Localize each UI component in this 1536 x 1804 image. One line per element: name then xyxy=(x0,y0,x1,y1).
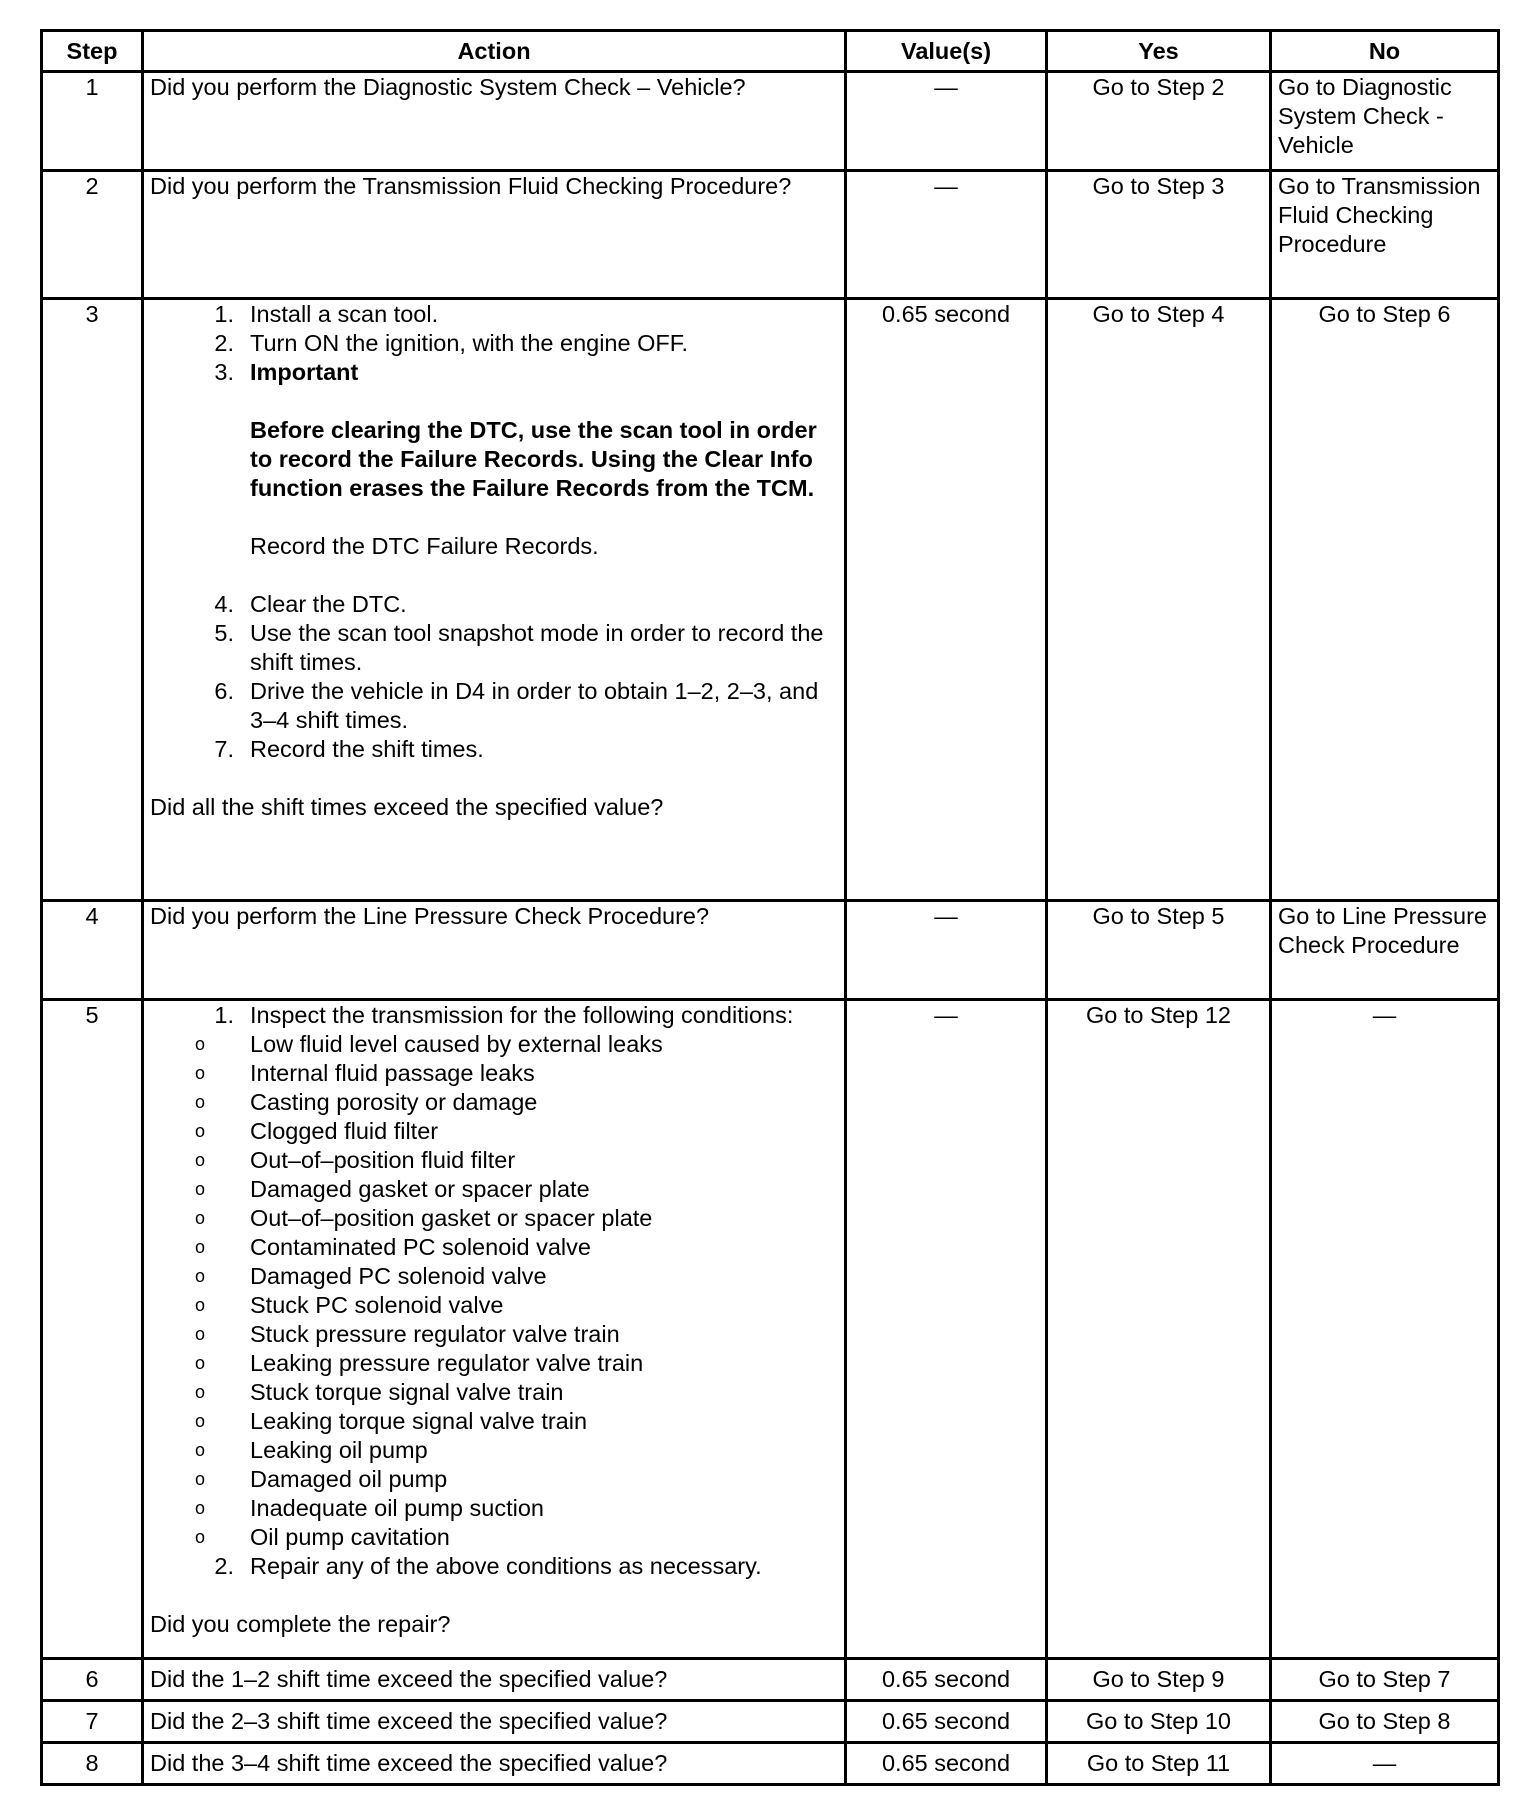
condition-list xyxy=(150,1030,838,1552)
step-number: 3 xyxy=(42,299,143,901)
no-cell: — xyxy=(1271,1000,1499,1659)
bullet-marker: o xyxy=(194,1121,205,1141)
bullet-marker: o xyxy=(194,1411,205,1431)
table-row xyxy=(42,72,1499,171)
value-cell: 0.65 second xyxy=(846,1743,1047,1785)
bullet-marker: o xyxy=(194,1034,205,1054)
step-number: 6 xyxy=(42,1659,143,1701)
table-row xyxy=(42,901,1499,1000)
table-row xyxy=(42,299,1499,901)
no-cell: Go to Step 6 xyxy=(1271,299,1499,901)
yes-cell: Go to Step 4 xyxy=(1047,299,1271,901)
action-text: Did you perform the Line Pressure Check Procedure? xyxy=(143,901,846,1000)
condition-item xyxy=(150,1436,838,1465)
bullet-marker: o xyxy=(194,1469,205,1489)
procedure-list xyxy=(150,1552,838,1581)
step-number: 8 xyxy=(42,1743,143,1785)
step-number: 7 xyxy=(42,1701,143,1743)
list-item: 4. Clear the DTC. xyxy=(214,591,407,617)
value-cell: 0.65 second xyxy=(846,1701,1047,1743)
bullet-marker: o xyxy=(194,1208,205,1228)
header-yes: Yes xyxy=(1047,31,1271,72)
bullet-marker: o xyxy=(194,1498,205,1518)
step-number: 4 xyxy=(42,901,143,1000)
bullet-marker: o xyxy=(194,1527,205,1547)
condition-item xyxy=(150,1233,838,1262)
list-item: 2. Repair any of the above conditions as necessary. xyxy=(214,1553,762,1579)
condition-text: Low fluid level caused by external leaks xyxy=(250,1031,663,1057)
condition-item xyxy=(150,1262,838,1291)
condition-item xyxy=(150,1088,838,1117)
condition-text: Stuck pressure regulator valve train xyxy=(250,1321,620,1347)
condition-item xyxy=(150,1175,838,1204)
condition-text: Casting porosity or damage xyxy=(250,1089,538,1115)
bullet-marker: o xyxy=(194,1440,205,1460)
condition-item xyxy=(150,1465,838,1494)
yes-cell: Go to Step 11 xyxy=(1047,1743,1271,1785)
table-row xyxy=(42,171,1499,299)
important-note: Before clearing the DTC, use the scan tool in order to record the Failure Records. Using the Clear Info function erases the Failure Records from the TCM. xyxy=(250,417,817,501)
procedure-list xyxy=(150,1001,838,1030)
condition-item xyxy=(150,1030,838,1059)
header-no: No xyxy=(1271,31,1499,72)
condition-text: Damaged PC solenoid valve xyxy=(250,1263,547,1289)
condition-item xyxy=(150,1204,838,1233)
bullet-marker: o xyxy=(194,1237,205,1257)
condition-text: Clogged fluid filter xyxy=(250,1118,439,1144)
condition-item xyxy=(150,1349,838,1378)
yes-cell: Go to Step 2 xyxy=(1047,72,1271,171)
no-cell: Go to Step 7 xyxy=(1271,1659,1499,1701)
condition-item xyxy=(150,1059,838,1088)
yes-cell: Go to Step 3 xyxy=(1047,171,1271,299)
condition-text: Out–of–position gasket or spacer plate xyxy=(250,1205,653,1231)
action-cell xyxy=(143,299,846,901)
no-cell: — xyxy=(1271,1743,1499,1785)
condition-text: Stuck PC solenoid valve xyxy=(250,1292,504,1318)
condition-item xyxy=(150,1378,838,1407)
yes-cell: Go to Step 12 xyxy=(1047,1000,1271,1659)
step-number: 5 xyxy=(42,1000,143,1659)
list-item: 3. Important Before clearing the DTC, use the scan tool in order to record the Failure Records. Using the Clear Info function erases the Failure Records from the TCM. Record the DTC Failure Records. xyxy=(150,358,838,590)
question-text: Did all the shift times exceed the specified value? xyxy=(150,794,664,820)
value-cell: 0.65 second xyxy=(846,1659,1047,1701)
no-cell: Go to Diagnostic System Check - Vehicle xyxy=(1271,72,1499,171)
condition-item xyxy=(150,1291,838,1320)
table-row xyxy=(42,1743,1499,1785)
bullet-marker: o xyxy=(194,1295,205,1315)
condition-text: Leaking pressure regulator valve train xyxy=(250,1350,644,1376)
condition-item xyxy=(150,1494,838,1523)
condition-item xyxy=(150,1146,838,1175)
condition-text: Internal fluid passage leaks xyxy=(250,1060,535,1086)
action-text: Did the 2–3 shift time exceed the specified value? xyxy=(143,1701,846,1743)
no-cell: Go to Transmission Fluid Checking Procedure xyxy=(1271,171,1499,299)
table-row xyxy=(42,1701,1499,1743)
bullet-marker: o xyxy=(194,1092,205,1112)
list-item: 5. Use the scan tool snapshot mode in order to record the shift times. xyxy=(214,620,824,675)
no-cell: Go to Step 8 xyxy=(1271,1701,1499,1743)
condition-text: Damaged gasket or spacer plate xyxy=(250,1176,590,1202)
bullet-marker: o xyxy=(194,1353,205,1373)
bullet-marker: o xyxy=(194,1150,205,1170)
header-step: Step xyxy=(42,31,143,72)
action-text: Did you perform the Diagnostic System Check – Vehicle? xyxy=(143,72,846,171)
condition-item xyxy=(150,1320,838,1349)
value-cell: — xyxy=(846,171,1047,299)
action-text: Did the 1–2 shift time exceed the specified value? xyxy=(143,1659,846,1701)
value-cell: — xyxy=(846,1000,1047,1659)
condition-text: Damaged oil pump xyxy=(250,1466,448,1492)
condition-text: Contaminated PC solenoid valve xyxy=(250,1234,591,1260)
condition-text: Oil pump cavitation xyxy=(250,1524,450,1550)
condition-text: Inadequate oil pump suction xyxy=(250,1495,544,1521)
bullet-marker: o xyxy=(194,1324,205,1344)
condition-text: Leaking torque signal valve train xyxy=(250,1408,588,1434)
condition-text: Out–of–position fluid filter xyxy=(250,1147,516,1173)
list-item: 2. Turn ON the ignition, with the engine OFF. xyxy=(214,330,689,356)
condition-item xyxy=(150,1117,838,1146)
header-action: Action xyxy=(143,31,846,72)
value-cell: — xyxy=(846,901,1047,1000)
step-number: 2 xyxy=(42,171,143,299)
important-label: Important xyxy=(250,359,359,385)
list-item-body: Record the DTC Failure Records. xyxy=(250,533,599,559)
header-row xyxy=(42,31,1499,72)
condition-text: Stuck torque signal valve train xyxy=(250,1379,564,1405)
yes-cell: Go to Step 10 xyxy=(1047,1701,1271,1743)
list-item: 1. Install a scan tool. xyxy=(214,301,439,327)
list-item: 6. Drive the vehicle in D4 in order to obtain 1–2, 2–3, and 3–4 shift times. xyxy=(214,678,819,733)
no-cell: Go to Line Pressure Check Procedure xyxy=(1271,901,1499,1000)
table-row xyxy=(42,1659,1499,1701)
bullet-marker: o xyxy=(194,1382,205,1402)
list-item: 1. Inspect the transmission for the following conditions: xyxy=(214,1002,794,1028)
condition-item xyxy=(150,1523,838,1552)
diagnostic-table xyxy=(40,29,1500,1786)
table-row xyxy=(42,1000,1499,1659)
action-text: Did you perform the Transmission Fluid Checking Procedure? xyxy=(143,171,846,299)
step-number: 1 xyxy=(42,72,143,171)
value-cell: 0.65 second xyxy=(846,299,1047,901)
yes-cell: Go to Step 5 xyxy=(1047,901,1271,1000)
header-values: Value(s) xyxy=(846,31,1047,72)
bullet-marker: o xyxy=(194,1063,205,1083)
list-item: 7. Record the shift times. xyxy=(214,736,484,762)
bullet-marker: o xyxy=(194,1179,205,1199)
bullet-marker: o xyxy=(194,1266,205,1286)
procedure-list xyxy=(150,300,838,764)
action-text: Did the 3–4 shift time exceed the specified value? xyxy=(143,1743,846,1785)
yes-cell: Go to Step 9 xyxy=(1047,1659,1271,1701)
condition-item xyxy=(150,1407,838,1436)
value-cell: — xyxy=(846,72,1047,171)
condition-text: Leaking oil pump xyxy=(250,1437,428,1463)
question-text: Did you complete the repair? xyxy=(150,1611,451,1637)
action-cell xyxy=(143,1000,846,1659)
